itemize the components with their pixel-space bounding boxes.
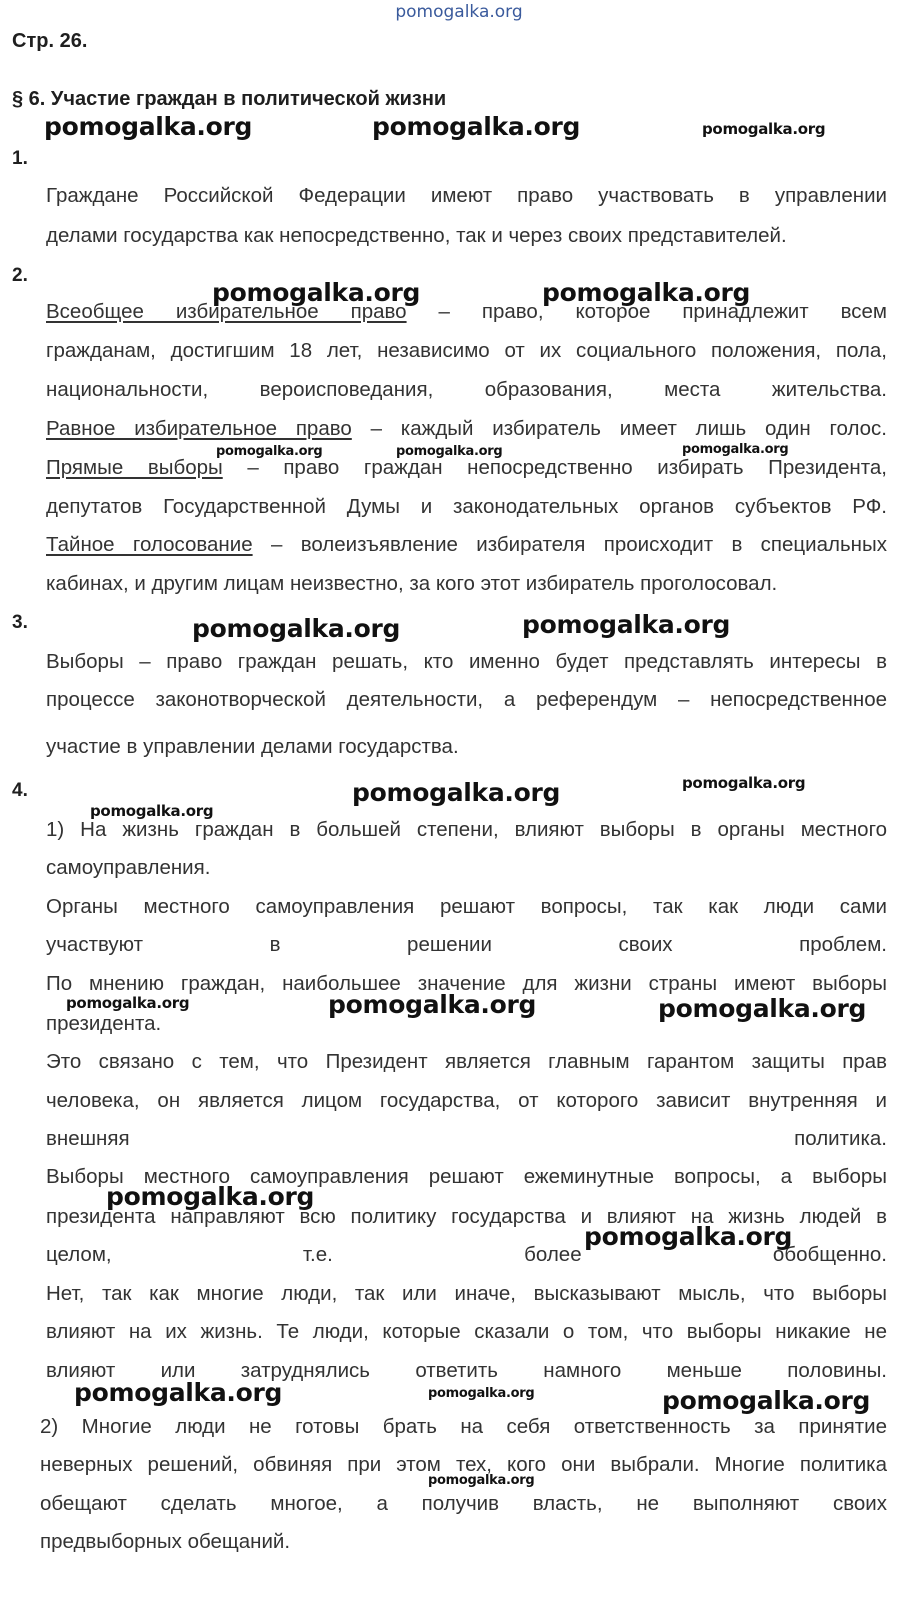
watermark: pomogalka.org xyxy=(542,278,751,307)
q3-line-2: процессе законотворческой деятельности, а референдум – непосредственное xyxy=(46,688,887,711)
term-universal-suffrage: Всеобщее избирательное право xyxy=(46,300,407,323)
watermark: pomogalka.org xyxy=(74,1378,283,1407)
q4-line-14: влияют на их жизнь. Те люди, которые сказали о том, что выборы никакие не xyxy=(46,1320,887,1343)
q4-line-4: участвуют в решении своих проблем. xyxy=(46,933,887,956)
question-number-4: 4. xyxy=(12,780,28,801)
q1-line-2: делами государства как непосредственно, так и через своих представителей. xyxy=(46,224,787,247)
q4-line-12: целом, т.е. более обобщенно. xyxy=(46,1243,887,1266)
q2-line-7 xyxy=(46,533,887,557)
watermark: pomogalka.org xyxy=(212,278,421,307)
top-watermark: pomogalka.org xyxy=(395,2,523,22)
q4-line-6: президента. xyxy=(46,1012,162,1035)
q4-line-18: обещают сделать многое, а получив власть, не выполняют своих xyxy=(40,1492,887,1515)
q4-line-1: 1) На жизнь граждан в большей степени, влияют выборы в органы местного xyxy=(46,818,887,841)
question-number-1: 1. xyxy=(12,148,28,169)
q2-line-4 xyxy=(46,417,887,441)
q1-line-1: Граждане Российской Федерации имеют право участвовать в управлении xyxy=(46,184,887,207)
q3-line-3: участие в управлении делами государства. xyxy=(46,735,459,758)
term-equal-suffrage: Равное избирательное право xyxy=(46,417,352,440)
q4-line-5: По мнению граждан, наибольшее значение для жизни страны имеют выборы xyxy=(46,972,887,995)
page-label: Стр. 26. xyxy=(12,30,88,52)
watermark: pomogalka.org xyxy=(328,990,537,1019)
q4-line-10: Выборы местного самоуправления решают ежеминутные вопросы, а выборы xyxy=(46,1165,887,1188)
watermark: pomogalka.org xyxy=(352,778,561,807)
q4-line-7: Это связано с тем, что Президент является главным гарантом защиты прав xyxy=(46,1050,887,1073)
q2-line-7-rest: – волеизъявление избирателя происходит в специальных xyxy=(252,533,887,556)
q4-line-2: самоуправления. xyxy=(46,856,211,879)
q3-line-1: Выборы – право граждан решать, кто именно будет представлять интересы в xyxy=(46,650,887,673)
q4-line-3: Органы местного самоуправления решают вопросы, так как люди сами xyxy=(46,895,887,918)
q4-line-11: президента направляют всю политику государства и влияют на жизнь людей в xyxy=(46,1205,887,1228)
q4-line-9: внешняя политика. xyxy=(46,1127,887,1150)
watermark: pomogalka.org xyxy=(702,120,826,138)
q4-line-13: Нет, так как многие люди, так или иначе, высказывают мысль, что выборы xyxy=(46,1282,887,1305)
section-title: § 6. Участие граждан в политической жизни xyxy=(12,88,447,110)
question-number-3: 3. xyxy=(12,612,28,633)
q2-line-3: национальности, вероисповедания, образования, места жительства. xyxy=(46,378,887,401)
q4-line-16: 2) Многие люди не готовы брать на себя ответственность за принятие xyxy=(40,1415,887,1438)
q4-line-17: неверных решений, обвиняя при этом тех, кого они выбрали. Многие политика xyxy=(40,1453,887,1476)
watermark: pomogalka.org xyxy=(192,614,401,643)
watermark: pomogalka.org xyxy=(428,1473,535,1488)
q4-line-15: влияют или затруднялись ответить намного меньше половины. xyxy=(46,1359,887,1382)
watermark: pomogalka.org xyxy=(66,994,190,1012)
watermark: pomogalka.org xyxy=(522,610,731,639)
q2-line-5-rest: – право граждан непосредственно избирать Президента, xyxy=(222,456,887,479)
watermark: pomogalka.org xyxy=(372,112,581,141)
watermark: pomogalka.org xyxy=(106,1182,315,1211)
q2-line-8: кабинах, и другим лицам неизвестно, за кого этот избиратель проголосовал. xyxy=(46,572,778,595)
watermark: pomogalka.org xyxy=(662,1386,871,1415)
watermark: pomogalka.org xyxy=(682,442,789,457)
q2-line-4-rest: – каждый избиратель имеет лишь один голос. xyxy=(351,417,887,440)
watermark: pomogalka.org xyxy=(396,444,503,459)
watermark: pomogalka.org xyxy=(216,444,323,459)
q2-line-2: гражданам, достигшим 18 лет, независимо от их социального положения, пола, xyxy=(46,339,887,362)
q2-line-6: депутатов Государственной Думы и законодательных органов субъектов РФ. xyxy=(46,495,887,518)
q2-line-1 xyxy=(46,300,887,324)
watermark: pomogalka.org xyxy=(658,994,867,1023)
watermark: pomogalka.org xyxy=(682,774,806,792)
watermark: pomogalka.org xyxy=(584,1222,793,1251)
question-number-2: 2. xyxy=(12,265,28,286)
term-direct-elections: Прямые выборы xyxy=(46,456,223,479)
q4-line-8: человека, он является лицом государства, от которого зависит внутренняя и xyxy=(46,1089,887,1112)
watermark: pomogalka.org xyxy=(428,1386,535,1401)
watermark: pomogalka.org xyxy=(90,802,214,820)
q4-line-19: предвыборных обещаний. xyxy=(40,1530,291,1553)
q2-line-1-rest: – право, которое принадлежит всем xyxy=(406,300,887,323)
watermark: pomogalka.org xyxy=(44,112,253,141)
q2-line-5 xyxy=(46,456,887,480)
term-secret-ballot: Тайное голосование xyxy=(46,533,253,556)
